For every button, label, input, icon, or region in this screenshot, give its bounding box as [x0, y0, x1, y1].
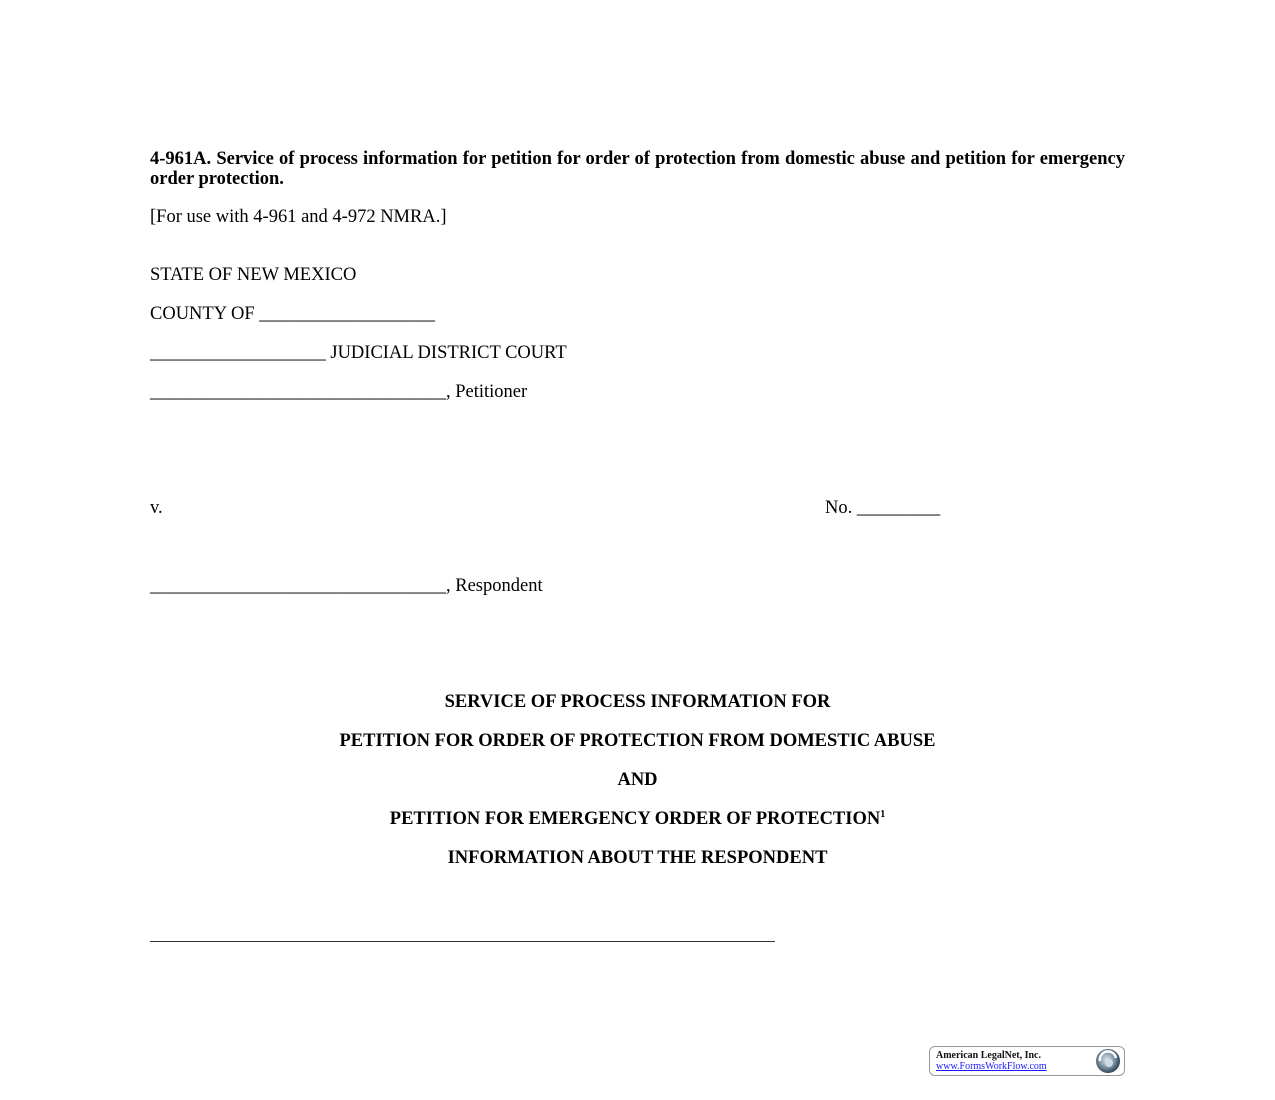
title-line-4: [0, 809, 1275, 830]
form-heading: 4-961A. Service of process information for petition for order of protection from domestic abuse and petition for emergency order protection.: [150, 149, 1125, 189]
court-line: ___________________ JUDICIAL DISTRICT COURT: [150, 343, 567, 363]
title-line-1: SERVICE OF PROCESS INFORMATION FOR: [444, 692, 831, 712]
county-line: COUNTY OF ___________________: [150, 304, 436, 324]
title-line-2: PETITION FOR ORDER OF PROTECTION FROM DOMESTIC ABUSE: [339, 731, 936, 751]
petitioner-line: ________________________________, Petitioner: [150, 382, 528, 402]
footnote-rule: [150, 941, 775, 942]
company-name: American LegalNet, Inc.: [936, 1050, 1041, 1061]
usage-note: [For use with 4-961 and 4-972 NMRA.]: [150, 207, 447, 227]
versus-label: v.: [150, 498, 163, 518]
title-line-3: AND: [617, 770, 658, 790]
respondent-line: ________________________________, Respondent: [150, 576, 543, 596]
title-line-5: INFORMATION ABOUT THE RESPONDENT: [447, 848, 828, 868]
globe-logo-icon: [1095, 1048, 1121, 1074]
state-line: STATE OF NEW MEXICO: [150, 265, 357, 285]
footnote-marker: 1: [880, 808, 886, 820]
case-number-line: No. _________: [825, 498, 941, 518]
branding-logo[interactable]: [929, 1046, 1125, 1076]
title-line-4-text: PETITION FOR EMERGENCY ORDER OF PROTECTION: [389, 809, 881, 829]
company-url-link[interactable]: www.FormsWorkFlow.com: [936, 1061, 1047, 1072]
